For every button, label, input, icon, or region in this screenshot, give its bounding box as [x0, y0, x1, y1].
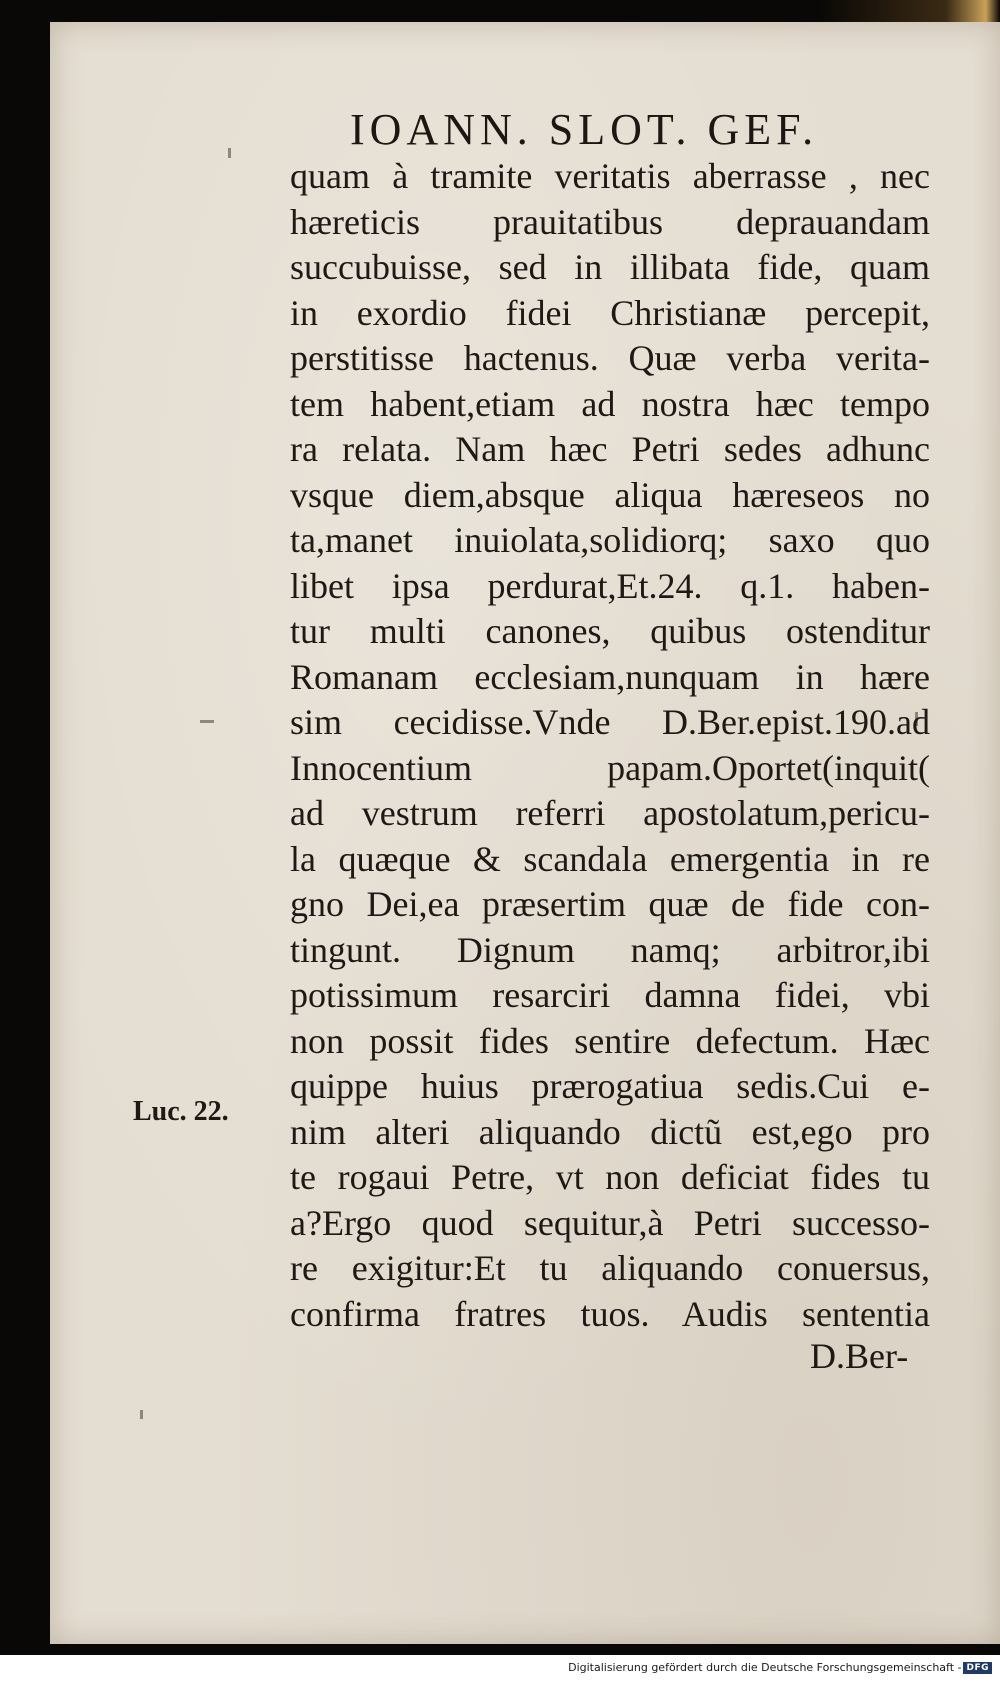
ink-speck: [140, 1410, 143, 1419]
catchword: D.Ber-: [810, 1336, 909, 1376]
text-line: quippe huius prærogatiua sedis.Cui e-: [290, 1066, 930, 1106]
marginal-note: Luc. 22.: [133, 1096, 229, 1127]
text-line: succubuisse, sed in illibata fide, quam: [290, 247, 930, 287]
credit-text: Digitalisierung gefördert durch die Deutsche Forschungsgemeinschaft -: [568, 1661, 962, 1674]
text-line: tur multi canones, quibus ostenditur: [290, 611, 930, 651]
text-line: la quæque & scandala emergentia in re: [290, 838, 930, 879]
digitization-credit: [568, 1661, 992, 1674]
text-line: non possit fides sentire defectum. Hæc: [290, 1020, 930, 1061]
text-line: tem habent,etiam ad nostra hæc tempo: [290, 383, 930, 424]
text-line: gno Dei,ea præsertim quæ de fide con-: [290, 884, 930, 924]
text-line: libet ipsa perdurat,Et.24. q.1. haben-: [290, 565, 930, 606]
text-line: quam à tramite veritatis aberrasse , nec: [290, 156, 930, 196]
text-line: confirma fratres tuos. Audis sententia: [290, 1293, 930, 1334]
text-line: te rogaui Petre, vt non deficiat fides tu: [290, 1157, 930, 1197]
text-line: hæreticis prauitatibus deprauandam: [290, 201, 930, 242]
ink-speck: [200, 720, 214, 723]
body-text: [290, 154, 930, 1337]
dfg-logo-icon: DFG: [963, 1662, 992, 1674]
page-edge: [820, 0, 1000, 24]
text-line: Romanam ecclesiam,nunquam in hære: [290, 656, 930, 697]
text-line: re exigitur:Et tu aliquando conuersus,: [290, 1248, 930, 1288]
text-line: Innocentium papam.Oportet(inquit(: [290, 747, 930, 788]
text-line: a?Ergo quod sequitur,à Petri successo-: [290, 1202, 930, 1243]
text-line: tingunt. Dignum namq; arbitror,ibi: [290, 929, 930, 970]
running-head: IOANN. SLOT. GEF.: [350, 105, 819, 154]
text-line: perstitisse hactenus. Quæ verba verita-: [290, 338, 930, 378]
text-line: nim alteri aliquando dictũ est,ego pro: [290, 1111, 930, 1152]
text-line: ra relata. Nam hæc Petri sedes adhunc: [290, 429, 930, 469]
text-line: vsque diem,absque aliqua hæreseos no: [290, 474, 930, 515]
text-line: ta,manet inuiolata,solidiorq; saxo quo: [290, 520, 930, 560]
text-line: ad vestrum referri apostolatum,pericu-: [290, 793, 930, 833]
text-line: in exordio fidei Christianæ percepit,: [290, 292, 930, 333]
text-line: potissimum resarciri damna fidei, vbi: [290, 975, 930, 1015]
ink-speck: [228, 148, 231, 158]
text-line: sim cecidisse.Vnde D.Ber.epist.190.ad: [290, 702, 930, 742]
